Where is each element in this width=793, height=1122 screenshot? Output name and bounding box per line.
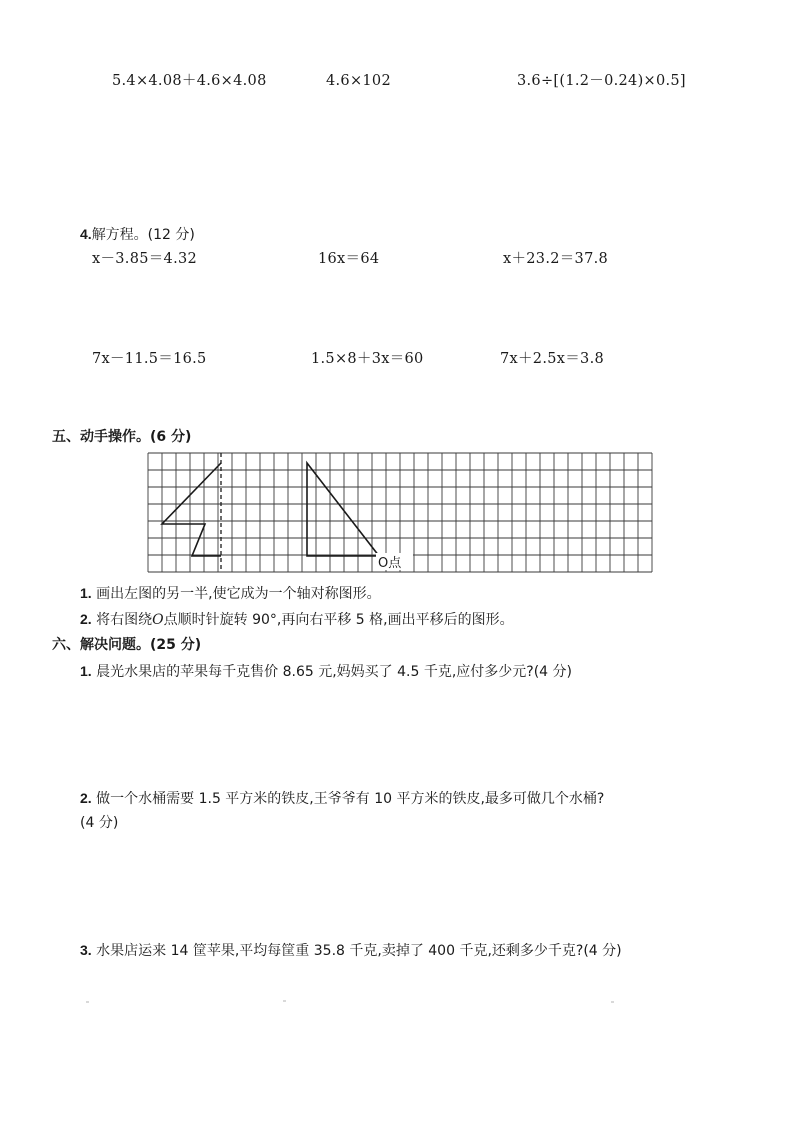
grid-figure	[147, 452, 657, 574]
equations-heading-number: 4.	[80, 226, 92, 242]
question-number: 1.	[80, 663, 92, 679]
equation-3: x＋23.2＝37.8	[503, 251, 609, 267]
equations-heading-text: 解方程。(12 分)	[91, 227, 195, 243]
equations-heading	[80, 225, 195, 244]
calc-expression-3: 3.6÷[(1.2－0.24)×0.5]	[517, 73, 686, 89]
question-number: 1.	[80, 585, 92, 601]
point-o-symbol: O	[152, 612, 164, 628]
question-number: 2.	[80, 611, 92, 627]
question-text: 水果店运来 14 筐苹果,平均每筐重 35.8 千克,卖掉了 400 千克,还剩多少千克?(4 分)	[96, 943, 622, 959]
scan-speck	[86, 1001, 89, 1003]
section6-question-2	[80, 789, 604, 808]
equation-2: 16x＝64	[318, 251, 380, 267]
point-o-label: O点	[378, 556, 402, 571]
calc-expression-1: 5.4×4.08＋4.6×4.08	[112, 73, 267, 89]
section5-question-2	[80, 610, 514, 629]
section5-title: 五、动手操作。(6 分)	[52, 429, 192, 445]
left-half-figure	[162, 463, 221, 556]
equation-6: 7x＋2.5x＝3.8	[500, 351, 604, 367]
section5-question-1	[80, 584, 381, 603]
question-text: 做一个水桶需要 1.5 平方米的铁皮,王爷爷有 10 平方米的铁皮,最多可做几个水桶?	[96, 791, 605, 807]
question-text: 画出左图的另一半,使它成为一个轴对称图形。	[96, 586, 381, 602]
section6-question-1	[80, 662, 572, 681]
calc-expression-2: 4.6×102	[326, 73, 391, 89]
question-text-b: 点顺时针旋转 90°,再向右平移 5 格,画出平移后的图形。	[163, 612, 514, 628]
question-text-a: 将右图绕	[96, 612, 153, 628]
question-number: 3.	[80, 942, 92, 958]
section6-question-3	[80, 941, 622, 960]
right-triangle	[307, 463, 379, 556]
section6-title: 六、解决问题。(25 分)	[52, 637, 202, 653]
equation-1: x－3.85＝4.32	[92, 251, 198, 267]
equation-5: 1.5×8＋3x＝60	[311, 351, 424, 367]
question-number: 2.	[80, 790, 92, 806]
section6-question-2-score: (4 分)	[80, 815, 119, 831]
scan-speck	[611, 1001, 614, 1003]
question-text: 晨光水果店的苹果每千克售价 8.65 元,妈妈买了 4.5 千克,应付多少元?(4 分)	[96, 664, 572, 680]
scan-speck	[283, 1000, 286, 1002]
equation-4: 7x－11.5＝16.5	[92, 351, 207, 367]
